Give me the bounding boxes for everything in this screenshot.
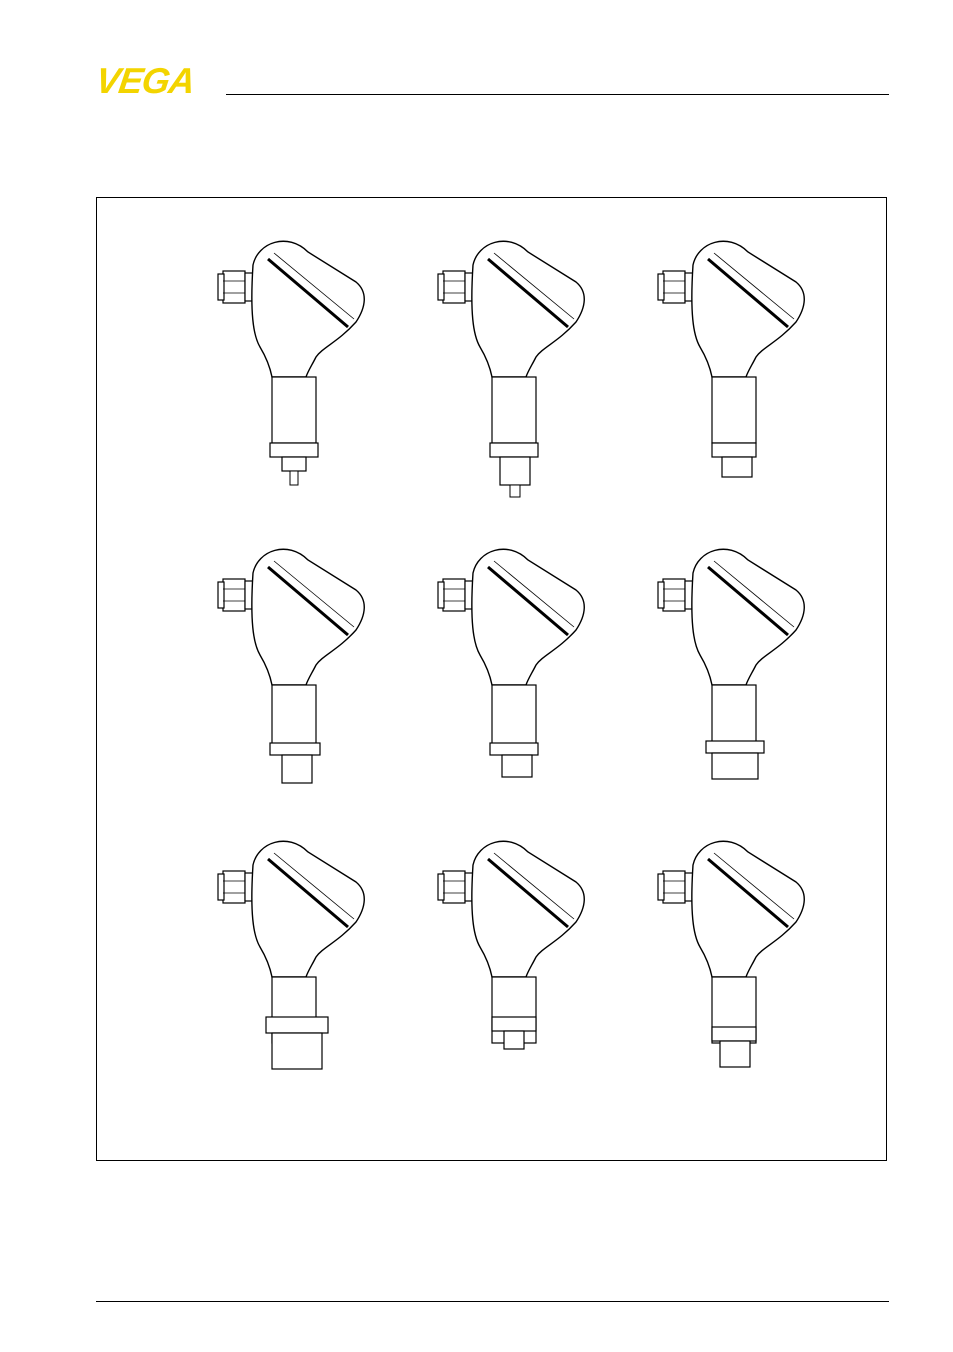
footer-rule: [96, 1301, 889, 1302]
variant-7: [218, 841, 364, 1069]
header-rule: [226, 94, 889, 95]
dimension-drawings: [96, 197, 887, 1161]
variant-9: [658, 841, 804, 1067]
variant-2: [438, 241, 584, 497]
variant-1: [218, 241, 364, 485]
variant-3: [658, 241, 804, 477]
variant-6: [658, 549, 804, 779]
variant-5: [438, 549, 584, 777]
vega-logo: [93, 60, 220, 101]
vega-logo-text: VEGA: [93, 60, 197, 101]
variant-4: [218, 549, 364, 783]
variant-8: [438, 841, 584, 1049]
